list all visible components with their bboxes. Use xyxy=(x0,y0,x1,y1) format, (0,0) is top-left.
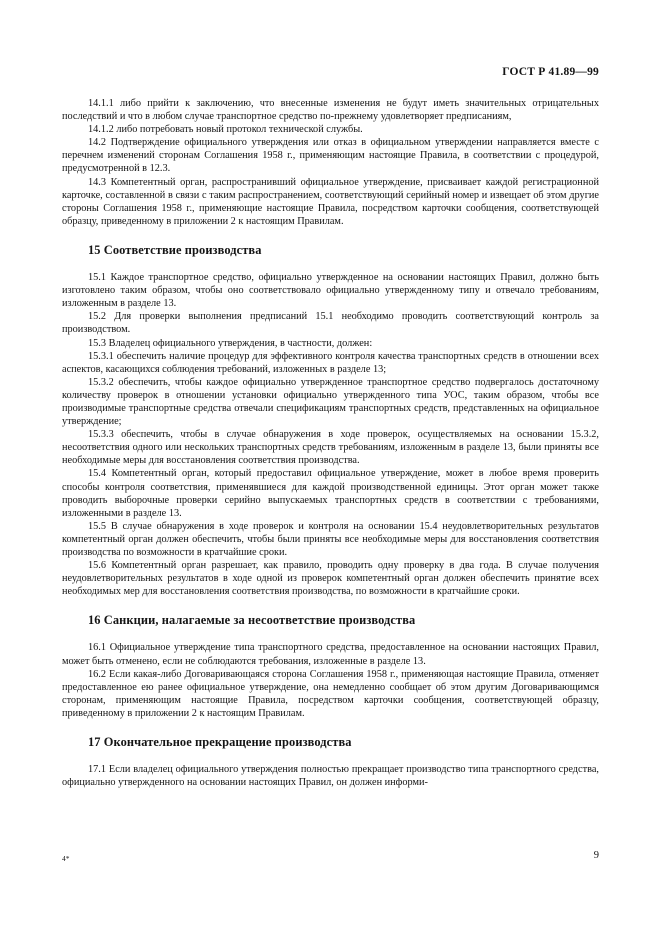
paragraph: 15.2 Для проверки выполнения предписаний 15.1 необходимо проводить соответствующий контроль за производством. xyxy=(62,311,599,336)
paragraph: 14.3 Компетентный орган, распространивший официальное утверждение, присваивает каждой регистрационной карточке, составленной в связи с таким распространением, соответствующий серийный номер и извещает об этом другие стороны Соглашения 1958 г., применяющие настоящие Правила, посредством карточки сообщения, соответствующей образцу, приведенному в приложении 2 к настоящим Правилам. xyxy=(62,176,599,227)
paragraph: 14.1.2 либо потребовать новый протокол технической службы. xyxy=(88,124,363,136)
page-number: 9 xyxy=(593,850,599,861)
paragraph: 14.1.1 либо прийти к заключению, что внесенные изменения не будут иметь значительных отрицательных последствий и что в любом случае транспортное средство по-прежнему удовлетворяет предписаниям, xyxy=(62,98,599,123)
document-code: ГОСТ Р 41.89—99 xyxy=(502,66,599,78)
paragraph: 15.6 Компетентный орган разрешает, как правило, проводить одну проверку в два года. В случае получения неудовлетворительных результатов в ходе одной из проверок компетентный орган должен обеспечить принятие всех необходимых мер для восстановления соответствия производства, по возможности в кратчайшие сроки. xyxy=(62,560,599,598)
document-body xyxy=(62,97,599,789)
paragraph: 14.2 Подтверждение официального утверждения или отказ в официальном утверждении направляется вместе с перечнем изменений сторонам Соглашения 1958 г., применяющим настоящие Правила, в соответствии с процедурой, предусмотренной в 12.3. xyxy=(62,137,599,175)
section-heading: 16 Санкции, налагаемые за несоответствие производства xyxy=(88,613,416,628)
sheet-mark: 4* xyxy=(62,854,70,863)
paragraph: 16.2 Если какая-либо Договаривающаяся сторона Соглашения 1958 г., применяющая настоящие Правила, отменяет предоставленное ею ранее официальное утверждение, она немедленно сообщает об этом другим Договаривающимся сторонам, применяющим настоящие Правила, посредством карточки сообщения, соответствующей образцу, приведенному в приложении 2 к настоящим Правилам. xyxy=(62,668,599,719)
section-heading: 17 Окончательное прекращение производства xyxy=(88,735,352,750)
paragraph: 15.4 Компетентный орган, который предоставил официальное утверждение, может в любое время проверить способы контроля соответствия, применявшиеся для каждой производственной единицы. Этот орган может также проводить выборочные проверки серийно выпускаемых транспортных средств в соответствии с требованиями, изложенными в разделе 13. xyxy=(62,468,599,519)
paragraph: 15.1 Каждое транспортное средство, официально утвержденное на основании настоящих Правил, должно быть изготовлено таким образом, чтобы оно соответствовало официально утвержденному типу и отвечало требованиям, изложенным в разделе 13. xyxy=(62,272,599,310)
paragraph: 15.3 Владелец официального утверждения, в частности, должен: xyxy=(88,337,373,349)
paragraph: 15.5 В случае обнаружения в ходе проверок и контроля на основании 15.4 неудовлетворительных результатов компетентный орган должен обеспечить, чтобы были приняты все необходимые меры для восстановления соответствия производства по возможности в кратчайшие сроки. xyxy=(62,520,599,558)
paragraph: 15.3.1 обеспечить наличие процедур для эффективного контроля качества транспортных средств в отношении всех аспектов, касающихся соблюдения требований, изложенных в разделе 13; xyxy=(62,350,599,375)
paragraph: 15.3.3 обеспечить, чтобы в случае обнаружения в ходе проверок, осуществляемых на основании 15.3.2, несоответствия одного или нескольких транспортных средств требованиям, изложенным в разделе 13, были приняты все необходимые меры для восстановления соответствия производства. xyxy=(62,429,599,467)
paragraph: 17.1 Если владелец официального утверждения полностью прекращает производство типа транспортного средства, официально утвержденного на основании настоящих Правил, он должен информи- xyxy=(62,764,599,789)
paragraph: 15.3.2 обеспечить, чтобы каждое официально утвержденное транспортное средство подвергалось достаточному количеству проверок в отношении установки официально утвержденного типа УОС, таким образом, чтобы все производимые транспортные средства отвечали спецификациям транспортных средств, представленных на официальное утверждение; xyxy=(62,376,599,428)
section-heading: 15 Соответствие производства xyxy=(88,242,262,257)
paragraph: 16.1 Официальное утверждение типа транспортного средства, предоставленное на основании настоящих Правил, может быть отменено, если не соблюдаются требования, изложенные в разделе 13. xyxy=(62,642,599,667)
